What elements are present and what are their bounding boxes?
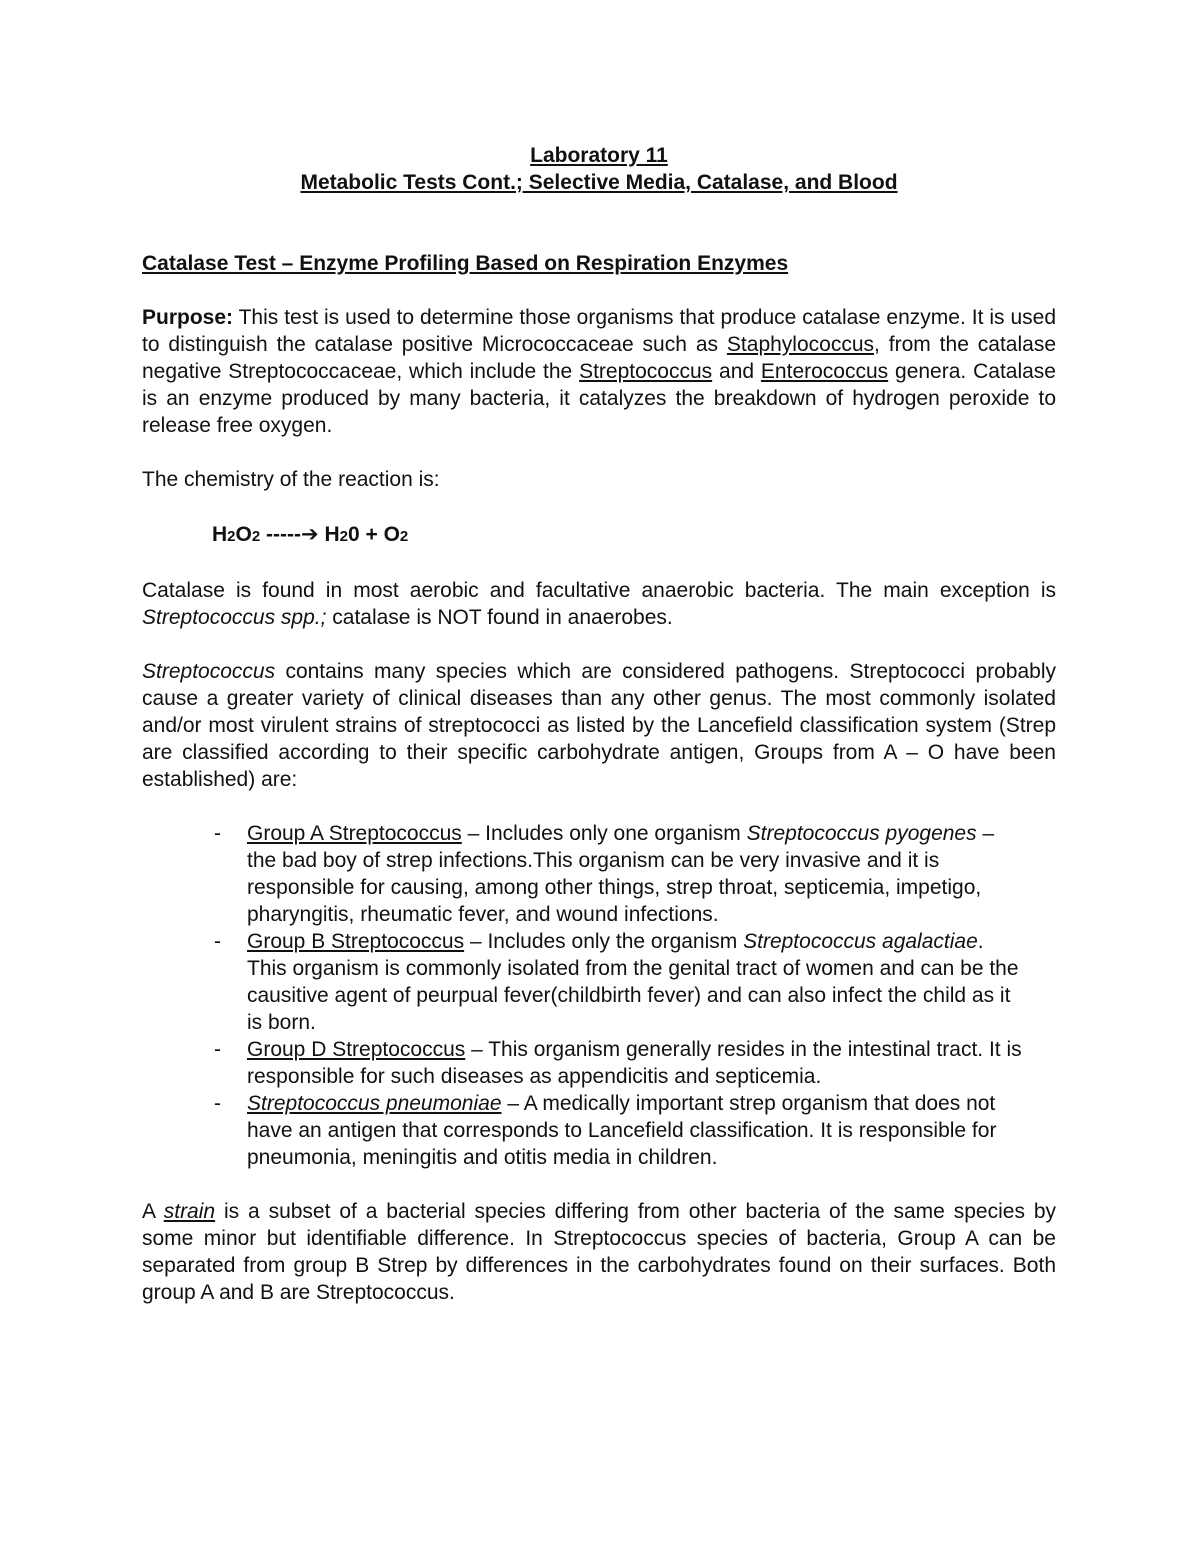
- formula-sub: 2: [339, 528, 348, 545]
- doc-title: Laboratory 11: [530, 144, 668, 167]
- formula-sub: 2: [227, 528, 236, 545]
- section-heading: Catalase Test – Enzyme Profiling Based on Respiration Enzymes: [142, 252, 789, 275]
- strain-term: strain: [163, 1200, 216, 1223]
- genus-staphylococcus: Staphylococcus: [726, 333, 875, 356]
- bullet-dash: -: [214, 1038, 221, 1061]
- group-name: Group B Streptococcus: [247, 930, 465, 953]
- list-item: [142, 1036, 1027, 1090]
- formula-dashes: -----: [260, 523, 302, 546]
- bullet-dash: -: [214, 822, 221, 845]
- document-page: [142, 140, 1056, 1306]
- group-italic: Streptococcus pyogenes: [746, 822, 977, 845]
- catalase-paragraph: [142, 577, 1056, 631]
- strep-text: contains many species which are considered pathogens. Streptococci probably cause a greater variety of clinical diseases than any other genus. The most commonly isolated and/or most virulent strains of streptococci as listed by the Lancefield classification system (Strep are classified according to their specific carbohydrate antigen, Groups from A – O have been established) are:: [142, 660, 1056, 791]
- list-item: [142, 928, 1027, 1036]
- purpose-label: Purpose:: [142, 306, 234, 329]
- strain-text-2: is a subset of a bacterial species differing from other bacteria of the same species by some minor but identifiable difference. In Streptococcus species of bacteria, Group A can be separated from group B Strep by differences in the carbohydrates found on their surfaces. Both group A and B are Streptococcus.: [142, 1200, 1057, 1304]
- chemistry-intro: The chemistry of the reaction is:: [142, 468, 440, 491]
- group-name: Group D Streptococcus: [247, 1038, 466, 1061]
- strep-italic: Streptococcus: [142, 660, 276, 683]
- purpose-text-4: genera. Catalase is an enzyme produced by many bacteria, it catalyzes the breakdown of hydrogen peroxide to release free oxygen.: [142, 360, 1056, 437]
- doc-subtitle: Metabolic Tests Cont.; Selective Media, Catalase, and Blood: [300, 171, 898, 194]
- bullet-dash: -: [214, 930, 221, 953]
- formula-o: O: [235, 523, 252, 546]
- genus-enterococcus: Enterococcus: [760, 360, 889, 383]
- streptococcus-groups-list: [142, 820, 1056, 1171]
- arrow-icon: ➔: [301, 522, 319, 546]
- group-text-1: – This organism generally resides in the intestinal tract. It is responsible for such diseases as appendicitis and septicemia.: [247, 1038, 1022, 1088]
- streptococcus-paragraph: [142, 658, 1056, 793]
- purpose-text-1: This test is used to determine those organisms that produce catalase enzyme. It is used to distinguish the catalase positive Micrococcaceae such as: [142, 306, 1056, 356]
- group-text-2: . This organism is commonly isolated from the genital tract of women and can be the causitive agent of peurpual fever(childbirth fever) and can also infect the child as it is born.: [247, 930, 1019, 1034]
- formula-h: H: [318, 523, 340, 546]
- catalase-text-1: Catalase is found in most aerobic and facultative anaerobic bacteria. The main exception is: [142, 579, 1056, 602]
- purpose-paragraph: [142, 304, 1056, 439]
- formula-rest: 0 + O: [347, 523, 400, 546]
- catalase-text-2: catalase is NOT found in anaerobes.: [326, 606, 673, 629]
- formula-sub: 2: [399, 528, 409, 545]
- strain-text-1: A: [142, 1200, 164, 1223]
- group-text-2: – the bad boy of strep infections.This organism can be very invasive and it is responsible for causing, among other things, strep throat, septicemia, impetigo, pharyngitis, rheumatic fever, and wound infections.: [247, 822, 995, 926]
- genus-streptococcus: Streptococcus: [579, 360, 713, 383]
- list-item: [142, 820, 1027, 928]
- purpose-text-2: , from the catalase negative Streptococcaceae, which include the: [142, 333, 1056, 383]
- bullet-dash: -: [214, 1092, 221, 1115]
- catalase-italic: Streptococcus spp.;: [142, 606, 327, 629]
- purpose-text-3: and: [712, 360, 761, 383]
- list-item: [142, 1090, 1027, 1171]
- group-text-1: – A medically important strep organism that does not have an antigen that corresponds to Lancefield classification. It is responsible for pneumonia, meningitis and otitis media in children.: [247, 1092, 997, 1169]
- formula-h: H: [212, 523, 228, 546]
- group-text-1: – Includes only one organism: [461, 822, 747, 845]
- group-name: Streptococcus pneumoniae: [247, 1092, 502, 1115]
- group-name: Group A Streptococcus: [247, 822, 462, 845]
- formula-sub: 2: [251, 528, 261, 545]
- group-text-1: – Includes only the organism: [464, 930, 744, 953]
- group-italic: Streptococcus agalactiae: [743, 930, 978, 953]
- reaction-formula: [212, 521, 1056, 550]
- strain-paragraph: [142, 1198, 1056, 1306]
